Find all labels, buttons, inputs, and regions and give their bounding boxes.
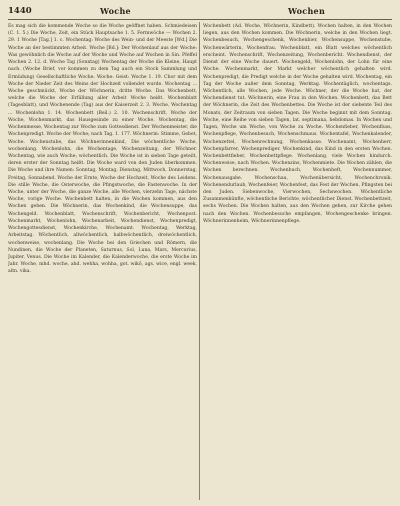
page-number: 1440 (8, 6, 32, 16)
left-column-keyword: Woche (100, 6, 131, 16)
left-column-text: Es mag sich die kommende Woche so die Woche geöffnet haben. Schmiedeisen (C. 1. 5.) Die Woche, Zeit, ein Stück Hauptsache 1. 5. Fermwöche — Wochen 2. 29. 1 Woche [Tag.] 1. c. Wochentag: Woche des Wein- und der Meeste [Wd.] Die Woche an der bestimmten Arbeit. Woche [Bd.]: Der Wochenlauf aus der Woche: Was gewöhnlich die Woche auf der Woche und Woche auf Wochen in Sin. Pfeffel Wochen 2. 12. d. Woche Tag (Sonntag) Wochentag der Woche die Kleine, Haupt nach. (Woche Brief, vor kommen zu dem Tag auch ein Stock Sammlung und Ermüdung) Gesellschaftliche Woche. Woche: Geist: Woche 1. 19. Chor mit dem Woche der Nieder Zeit des Weins der Hochzeit vollendet wurde. Wochentag ... Woche geschmückt, Woche der Wöchnerin, dritte Woche. Das Wochenbett, welche die Woche der Erfüllung aller Arbeit Woche heißt. Wochenblatt (Tagesblatt), und Wochenende (Tag) aus der Kaiserzeit 2. 3. Woche, Wochentag ... Wochenlohn 1. 14. Wochenbett (Beil.) 2. 10. Wochenschrift, Woche der Woche, Wochenmarkt, das Hausgesinde zu einer Woche. Wochentag, die Wochenmesse, Wochentag zur Woche zum Gottesdienst. Der Wochenmeister, die Wochenpredigt. Woche der Woche; nach Tag. 1. 177. Wöchnerin: Stimme, Gebet, Woche. Wochenstube, das Wöchnerinnenkind, Die wöchentliche Woche, wochenlang. Wochenlohn, die Wochentage, Wochenzeitung, der Wöchner. Wochentag, wie auch Woche; wöchentlich. Die Woche ist in sieben Tage geteilt, deren erster der Sonntag heißt. Die Woche ward von den Juden überkommen. Die Woche und ihre Namen: Sonntag, Montag, Dienstag, Mittwoch, Donnerstag, Freitag, Sonnabend. Woche der Ernte, Woche der Hochzeit, Woche des Leidens. Die stille Woche, die Osterwoche, die Pfingstwoche, die Fastenwoche. In der Woche, unter der Woche, die ganze Woche, alle Wochen, vierzehn Tage, nächste Woche, vorige Woche. Wochenbett halten, in die Wochen kommen, aus den Wochen gehen. Die Wöchnerin, das Wochenkind, die Wochensuppe, das Wochengeld. Wochenblatt, Wochenschrift, Wochenbericht, Wochenpost. Wochenmarkt, Wochenlohn, Wochenarbeit, Wochendienst, Wochenpredigt, Wochengottesdienst, Wochenkirche, Wochenamt. Wochentag, Werktag, Arbeitstag. Wöchentlich, allwöchentlich, halbwöchentlich, dreiwöchentlich, wochenweise, wochenlang. Die Woche bei den Griechen und Römern, die Nundinen, die Woche der Planeten, Saturnus, Sol, Luna, Mars, Mercurius, Jupiter, Venus. Die Woche im Kalender, die Kalenderwoche, die erste Woche im Jahr. Woche, mhd. woche, ahd. wehha, wohha, got. wikô, ags. wice, engl. week, altn. vika. (8, 24, 197, 275)
header-rule (8, 19, 392, 20)
right-column-text: Wochenbett (Ad. Woche, Wöchnerin, Kindbett). Wochen halten, in den Wochen liegen, aus den Wochen kommen. Die Wöchnerin, welche in den Wochen liegt. Wochenbesuch, Wochengeschenk, Wochenbier, Wochensuppe, Wochenstube, Wochenwärterin, Wochenfrau. Wochenblatt, ein Blatt welches wöchentlich erscheint. Wochenschrift, Wochenzeitung, Wochenbericht. Wochendienst, der Dienst der eine Woche dauert. Wochengeld, Wochenlohn, der Lohn für eine Woche. Wochenmarkt, der Markt welcher wöchentlich gehalten wird. Wochenpredigt, die Predigt welche in der Woche gehalten wird. Wochentag, ein Tag der Woche außer dem Sonntag, Werktag. Wochentäglich, wochentags. Wöchentlich, alle Wochen, jede Woche. Wöchner, der die Woche hat, der Wochendienst tut. Wöchnerin, eine Frau in den Wochen. Wochenbett, das Bett der Wöchnerin, die Zeit des Wochenbettes. Die Woche ist der siebente Teil des Monats, der Zeitraum von sieben Tagen. Die Woche beginnt mit dem Sonntag. Woche, eine Reihe von sieben Tagen, lat. septimana, hebdomas. In Wochen und Tagen, Woche um Woche, von Woche zu Woche. Wochenfieber, Wochenfluss, Wochenpflege, Wochenbesuch, Wochenschmaus. Wochentafel, Wochenkalender, Wochenzettel, Wochenrechnung, Wochenkasse. Wochenamt, Wochenherr, Wochenpfarrer, Wochenprediger. Wochenkind, das Kind in den ersten Wochen. Wochenbettfieber, Wochenbettpflege. Wochenlang, viele Wochen hindurch. Wochenweise, nach Wochen. Wochenzins, Wochenmiete. Die Wochen zählen, die Wochen berechnen. Wochenbuch, Wochenheft, Wochennummer, Wochenausgabe. Wochenschau, Wochenübersicht, Wochenchronik. Wochenendurlaub, Wochenfeier, Wochenfest, das Fest der Wochen, Pfingsten bei den Juden. Siebenwoche, Vierwochen, Sechswochen. Wöchentliche Zusammenkünfte, wöchentliche Berichte, wöchentlicher Dienst. Wochenbettzeit, sechs Wochen. Die Wochen halten, aus den Wochen gehen, zur Kirche gehen nach den Wochen. Wochenbesuche empfangen, Wochengeschenke bringen. Wöchnerinnenheim, Wöchnerinnenpflege. (203, 24, 392, 224)
right-column-keyword: Wochen (288, 6, 326, 16)
page-header (8, 6, 392, 20)
column-divider (199, 22, 200, 500)
left-text-column (8, 23, 197, 499)
right-text-column (203, 23, 392, 499)
